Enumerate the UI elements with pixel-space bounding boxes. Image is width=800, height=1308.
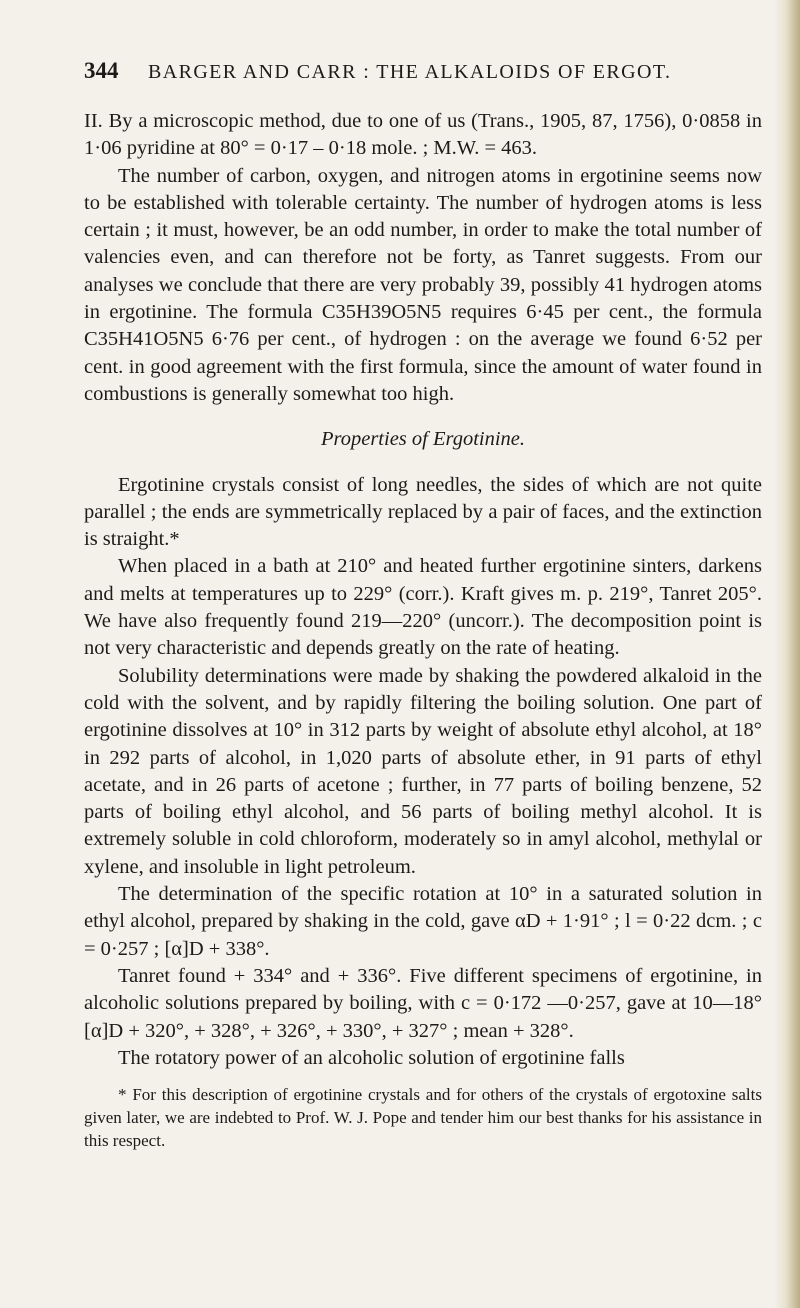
paragraph-specific-rotation: The determination of the specific rotation at 10° in a saturated solution in ethyl alcohol, prepared by shaking in the cold, gave αD + 1·91° ; l = 0·22 dcm. ; c = 0·257 ; [α]D + 338°. [84, 883, 762, 960]
footnote: * For this description of ergotinine crystals and for others of the crystals of ergotoxine salts given later, we are indebted to Prof. W. J. Pope and tender him our best thanks for his assistance in this respect. [84, 1085, 762, 1150]
paragraph-crystals: Ergotinine crystals consist of long needles, the sides of which are not quite parallel ; the ends are symmetrically replaced by a pair of faces, and the extinction is straight.* [84, 473, 762, 551]
paragraph-atom-count: The number of carbon, oxygen, and nitrogen atoms in ergotinine seems now to be established with tolerable certainty. The number of hydrogen atoms is less certain ; it must, however, be an odd number, in order to make the total number of valencies even, and can therefore not be forty, as Tanret suggests. From our analyses we conclude that there are very probably 39, possibly 41 hydrogen atoms in ergotinine. The formula C35H39O5N5 requires 6·45 per cent., the formula C35H41O5N5 6·76 per cent., of hydrogen : on the average we found 6·52 per cent. in good agreement with the first formula, since the amount of water found in combustions is generally somewhat too high. [84, 164, 762, 405]
section-heading: Properties of Ergotinine. [320, 428, 526, 451]
running-head: BARGER AND CARR : THE ALKALOIDS OF ERGOT. [148, 61, 672, 83]
paragraph-rotatory-power: The rotatory power of an alcoholic solution of ergotinine falls [118, 1046, 625, 1069]
paragraph-melting-point: When placed in a bath at 210° and heated further ergotinine sinters, darkens and melts at temperatures up to 229° (corr.). Kraft gives m. p. 219°, Tanret 205°. We have also frequently found 219—220° (uncorr.). The decomposition point is not very characteristic and depends greatly on the rate of heating. [84, 555, 762, 660]
page-edge-shadow [774, 0, 800, 1308]
page-header [84, 58, 762, 94]
paragraph-molecular-weight: II. By a microscopic method, due to one of us (Trans., 1905, 87, 1756), 0·0858 in 1·06 pyridine at 80° = 0·17 – 0·18 mole. ; M.W. = 463. [84, 110, 762, 160]
page-number: 344 [84, 58, 119, 83]
book-page [84, 58, 762, 1152]
body-text [84, 108, 762, 1072]
paragraph-solubility: Solubility determinations were made by shaking the powdered alkaloid in the cold with the solvent, and by rapidly filtering the boiling solution. One part of ergotinine dissolves at 10° in 312 parts by weight of absolute ethyl alcohol, at 18° in 292 parts of alcohol, in 1,020 parts of absolute ether, in 91 parts of ethyl acetate, and in 26 parts of acetone ; further, in 77 parts of boiling benzene, 52 parts of boiling ethyl alcohol, and 56 parts of boiling methyl alcohol. It is extremely soluble in cold chloroform, moderately so in amyl alcohol, methylal or xylene, and insoluble in light petroleum. [84, 664, 762, 878]
paragraph-tanret-rotation: Tanret found + 334° and + 336°. Five different specimens of ergotinine, in alcoholic solutions prepared by boiling, with c = 0·172 —0·257, gave at 10—18° [α]D + 320°, + 328°, + 326°, + 330°, + 327° ; mean + 328°. [84, 964, 762, 1042]
